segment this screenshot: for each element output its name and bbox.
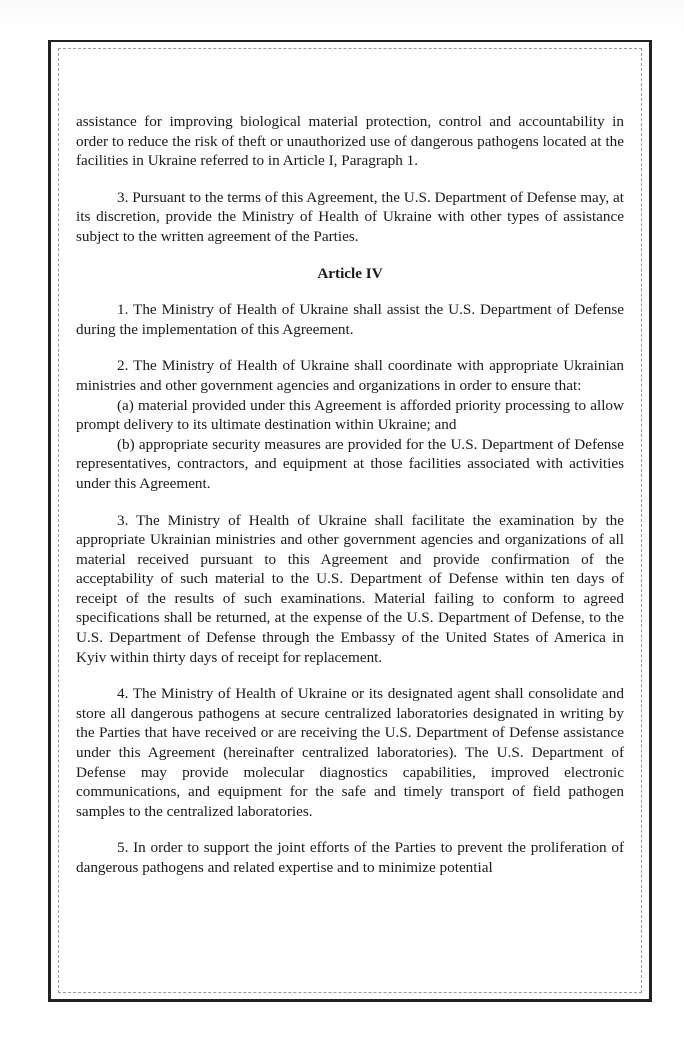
article-4-paragraph-2: 2. The Ministry of Health of Ukraine shall coordinate with appropriate Ukrainian ministries and other government agencies and organizations in order to ensure that: [76,357,624,394]
article-4-paragraph-1: 1. The Ministry of Health of Ukraine shall assist the U.S. Department of Defense during the implementation of this Agreement. [76,301,624,338]
article-4-paragraph-5: 5. In order to support the joint efforts of the Parties to prevent the proliferation of dangerous pathogens and related expertise and to minimize potential [76,839,624,876]
article-4-heading: Article IV [317,264,383,282]
article-4-paragraph-3: 3. The Ministry of Health of Ukraine shall facilitate the examination by the appropriate Ukrainian ministries and other government agencies and organizations of all material received pursuant to this Agreement and provide confirmation of the acceptability of such material to the U.S. Department of Defense within ten days of receipt of the results of such examinations. Material failing to conform to agreed specifications shall be returned, at the expense of the U.S. Department of Defense, to the U.S. Department of Defense through the Embassy of the United States of America in Kyiv within thirty days of receipt for replacement. [76,511,624,666]
article-4-paragraph-4: 4. The Ministry of Health of Ukraine or its designated agent shall consolidate and store all dangerous pathogens at secure centralized laboratories designated in writing by the Parties that have received or are receiving the U.S. Department of Defense assistance under this Agreement (hereinafter centralized laboratories). The U.S. Department of Defense may provide molecular diagnostics capabilities, improved electronic communications, and equipment for the safe and timely transport of field pathogen samples to the centralized laboratories. [76,685,624,820]
scan-margin-top [0,0,684,36]
article-4-paragraph-2a: (a) material provided under this Agreement is afforded priority processing to allow prompt delivery to its ultimate destination within Ukraine; and [76,396,624,434]
document-body [76,112,624,878]
article-3-paragraph-3: 3. Pursuant to the terms of this Agreement, the U.S. Department of Defense may, at its discretion, provide the Ministry of Health of Ukraine with other types of assistance subject to the written agreement of the Parties. [76,188,624,245]
paragraph-continued: assistance for improving biological material protection, control and accountability in order to reduce the risk of theft or unauthorized use of dangerous pathogens located at the facilities in Ukraine referred to in Article I, Paragraph 1. [76,113,624,170]
article-4-paragraph-2b: (b) appropriate security measures are provided for the U.S. Department of Defense representatives, contractors, and equipment at those facilities associated with activities under this Agreement. [76,435,624,492]
